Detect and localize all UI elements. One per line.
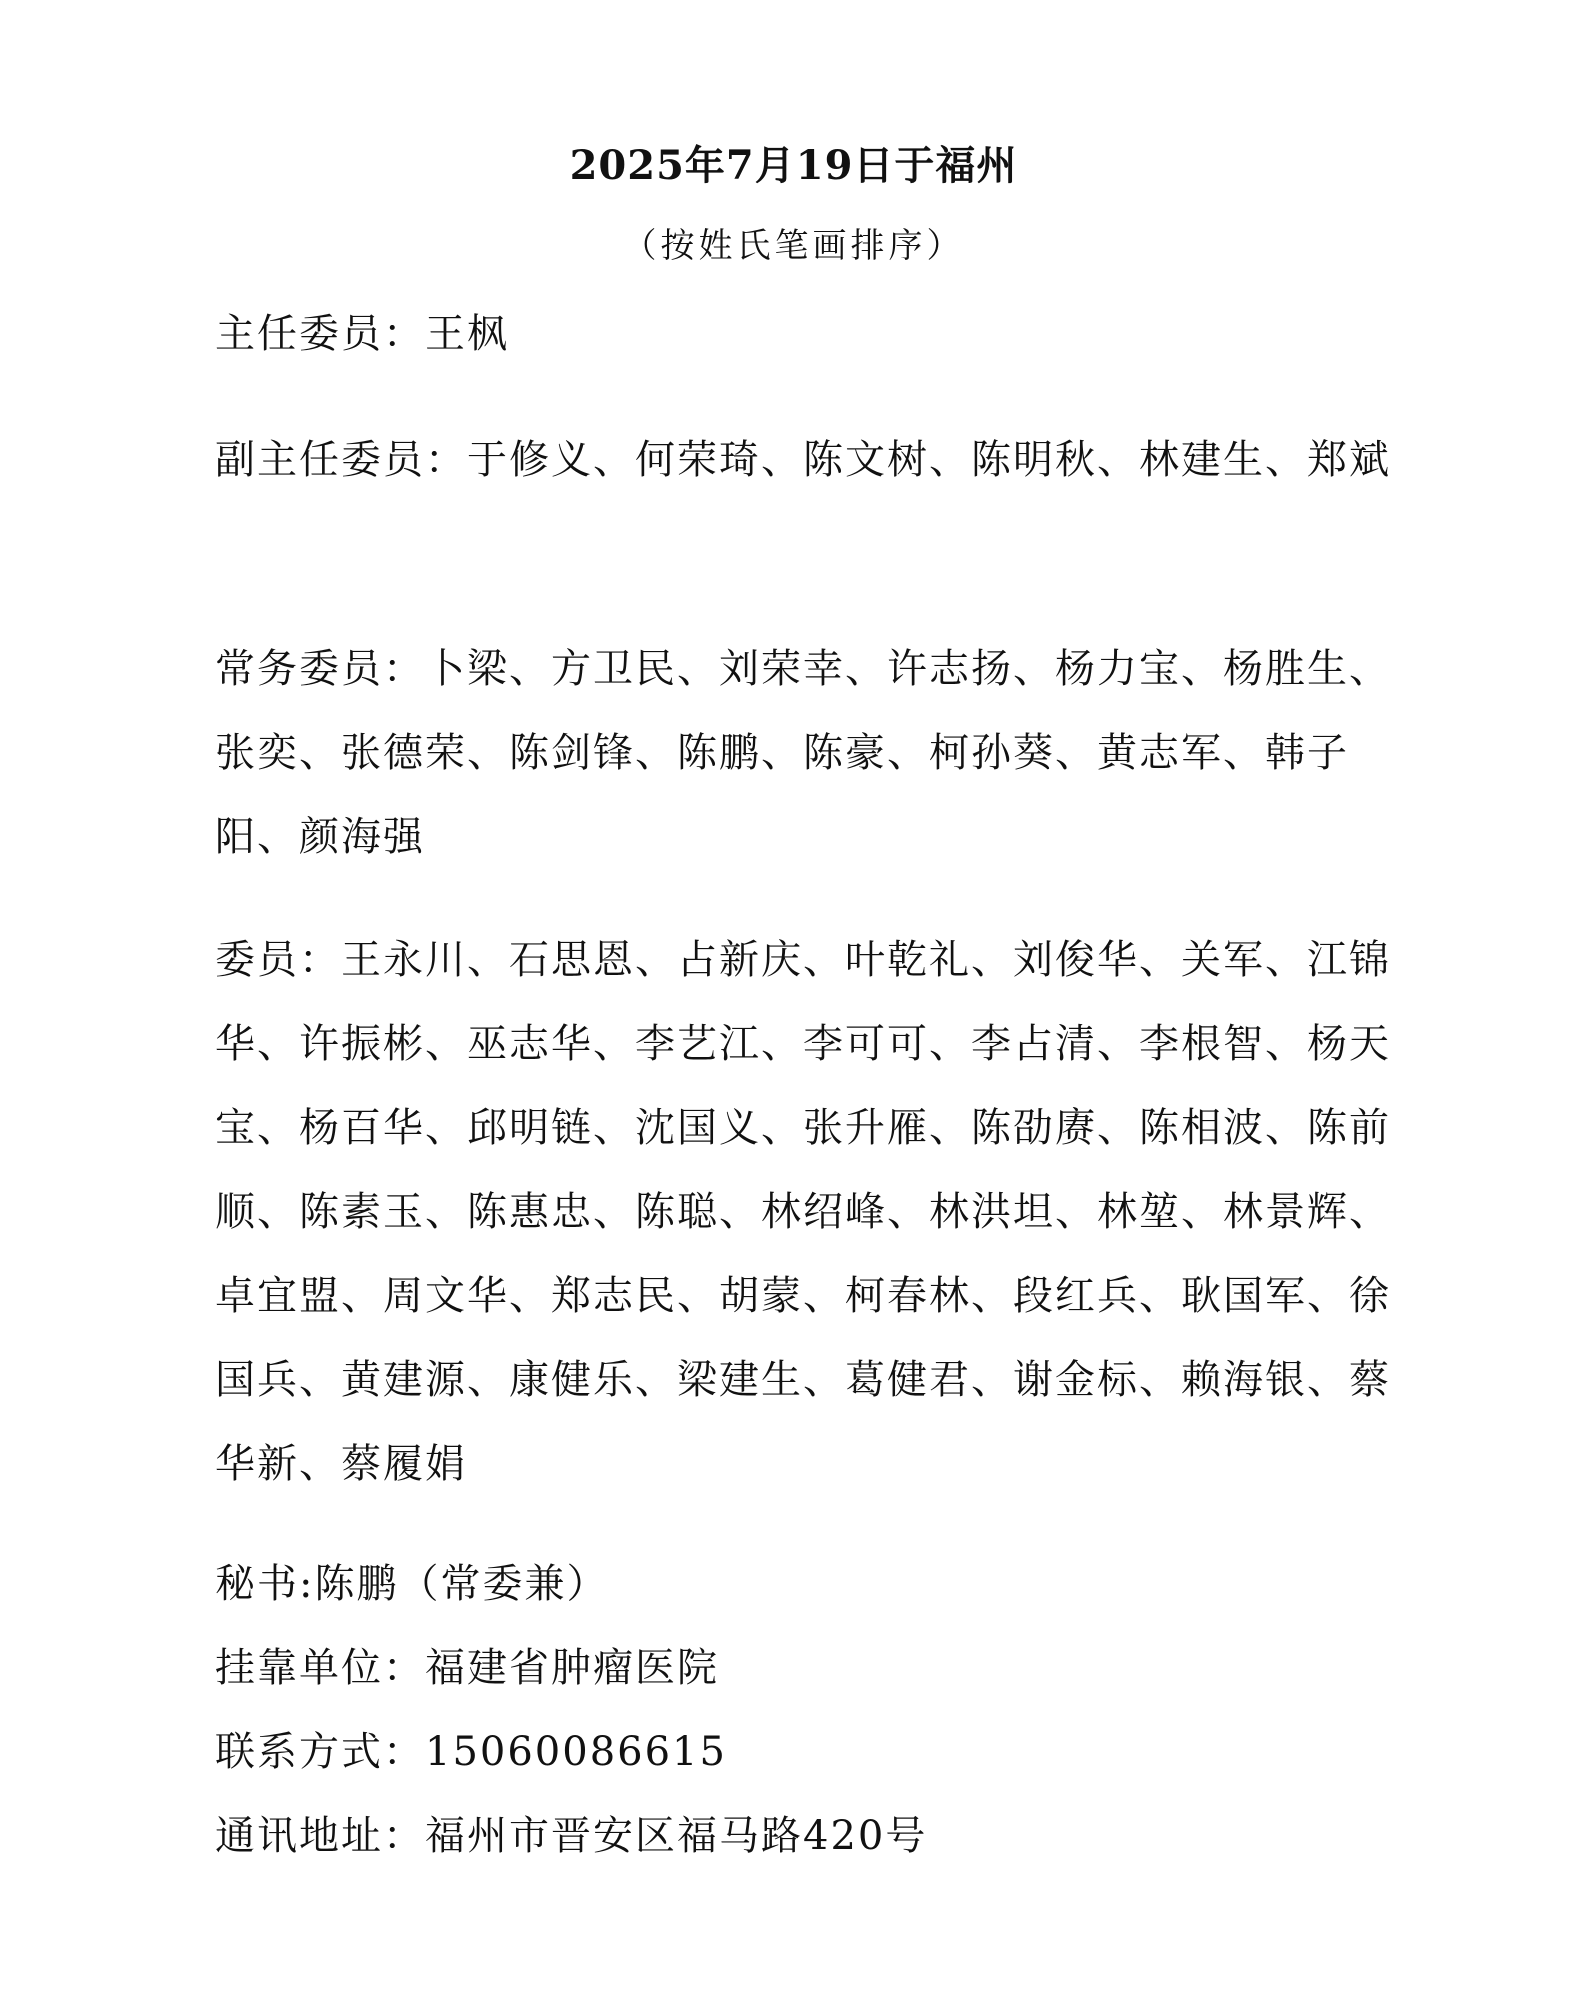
chair-label: 主任委员： — [215, 311, 425, 357]
members-names: 王永川、石思恩、占新庆、叶乾礼、刘俊华、关军、江锦华、许振彬、巫志华、李艺江、李可可、李占清、李根智、杨天宝、杨百华、邱明链、沈国义、张升雁、陈劭赓、陈相波、陈前顺、陈素玉、陈惠忠、陈聪、林绍峰、林洪坦、林堃、林景辉、卓宜盟、周文华、郑志民、胡蒙、柯春林、段红兵、耿国军、徐国兵、黄建源、康健乐、梁建生、葛健君、谢金标、赖海银、蔡华新、蔡履娟 — [215, 937, 1391, 1487]
document-title: 2025年7月19日于福州 — [569, 142, 1018, 189]
contact-value: 15060086615 — [425, 1729, 727, 1775]
host-unit-label: 挂靠单位： — [215, 1645, 425, 1691]
address-label: 通讯地址： — [215, 1813, 425, 1859]
members-label: 委员： — [215, 937, 341, 983]
contact-line — [215, 1722, 1395, 1782]
vice-chairs-names: 于修义、何荣琦、陈文树、陈明秋、林建生、郑斌 — [467, 437, 1391, 483]
vice-chairs-paragraph — [215, 418, 1395, 502]
sort-note: （按姓氏笔画排序） — [622, 226, 965, 266]
chair-names: 王枫 — [425, 311, 509, 357]
host-unit-line — [215, 1638, 1395, 1698]
address-line — [215, 1806, 1395, 1866]
secretary-label: 秘书: — [215, 1561, 315, 1607]
vice-chairs-label: 副主任委员： — [215, 437, 467, 483]
secretary-value: 陈鹏（常委兼） — [314, 1561, 609, 1607]
contact-label: 联系方式： — [215, 1729, 425, 1775]
standing-members-paragraph — [215, 627, 1395, 879]
secretary-line — [215, 1554, 1395, 1614]
chair-paragraph — [215, 292, 1395, 376]
address-value: 福州市晋安区福马路420号 — [425, 1813, 928, 1859]
members-paragraph — [215, 918, 1395, 1506]
standing-members-names: 卜梁、方卫民、刘荣幸、许志扬、杨力宝、杨胜生、张奕、张德荣、陈剑锋、陈鹏、陈豪、柯孙葵、黄志军、韩子阳、颜海强 — [215, 646, 1391, 860]
host-unit-value: 福建省肿瘤医院 — [425, 1645, 719, 1691]
standing-members-label: 常务委员： — [215, 646, 425, 692]
